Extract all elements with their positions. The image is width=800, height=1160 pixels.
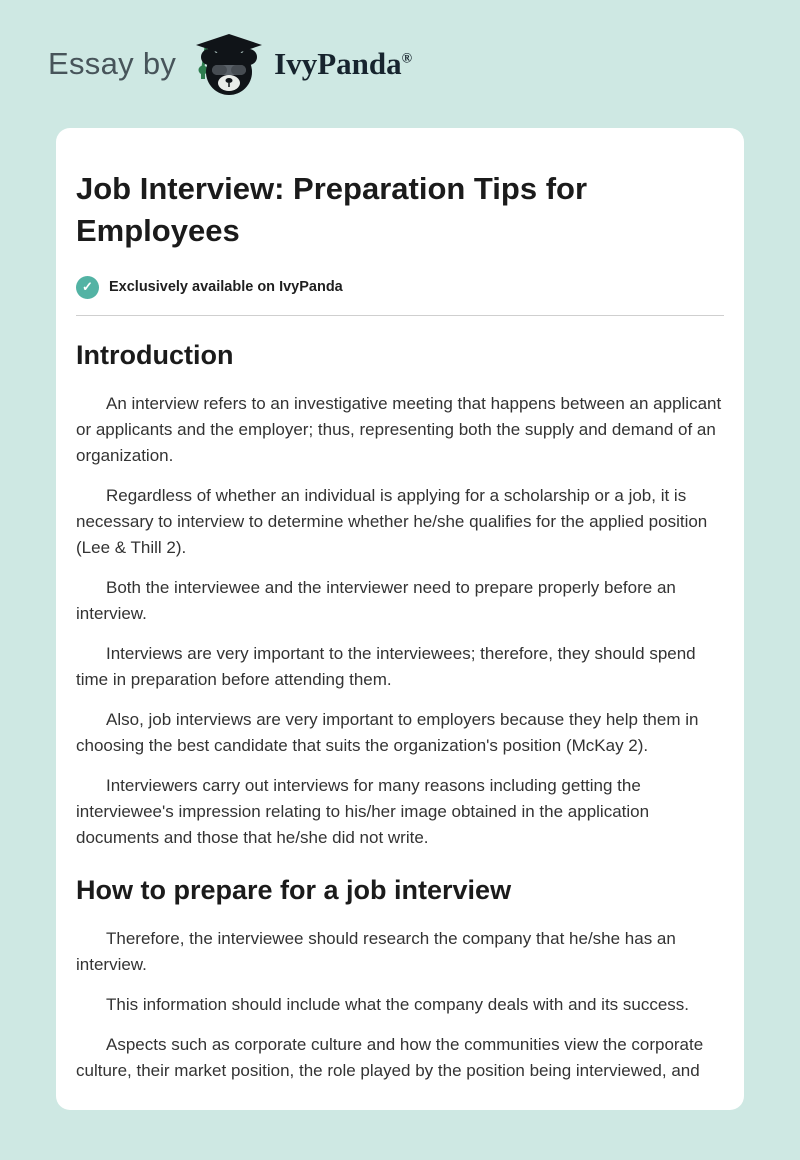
panda-logo-icon (192, 32, 264, 96)
paragraph: Regardless of whether an individual is applying for a scholarship or a job, it is necessary to interview to determine whether he/she qualifies for the applied position (Lee & Thill 2). (76, 485, 708, 557)
how-to-prepare-heading: How to prepare for a job interview (76, 874, 512, 905)
essay-by-label: Essay by (48, 46, 177, 81)
paragraph: Interviews are very important to the interviewees; therefore, they should spend time in preparation before attending them. (76, 643, 696, 689)
availability-row (76, 276, 724, 299)
registered-mark: ® (401, 51, 413, 67)
paragraph: Aspects such as corporate culture and how the communities view the corporate culture, their market position, the role played by the position being interviewed, and (76, 1034, 704, 1080)
paragraph: Interviewers carry out interviews for many reasons including getting the interviewee's impression relating to his/her image obtained in the application documents and those that he/she did not write. (76, 775, 650, 847)
paragraph: This information should include what the company deals with and its success. (106, 994, 690, 1014)
check-icon: ✓ (76, 276, 99, 299)
section-how-to-prepare (76, 875, 724, 1084)
brand-logo[interactable] (192, 32, 412, 96)
paragraph: An interview refers to an investigative meeting that happens between an applicant or applicants and the employer; thus, representing both the supply and demand of an organization. (76, 393, 722, 465)
essay-title: Job Interview: Preparation Tips for Employees (76, 171, 588, 248)
paragraph: Therefore, the interviewee should research the company that he/she has an interview. (76, 928, 676, 974)
header (0, 0, 800, 128)
paragraph: Also, job interviews are very important to employers because they help them in choosing the best candidate that suits the organization's position (McKay 2). (76, 709, 699, 755)
brand-name: IvyPanda® (274, 46, 413, 81)
availability-label: Exclusively available on IvyPanda (109, 279, 343, 296)
divider (76, 315, 724, 316)
introduction-heading: Introduction (76, 339, 234, 370)
section-introduction (76, 340, 724, 851)
essay-card (56, 128, 744, 1110)
paragraph: Both the interviewee and the interviewer need to prepare properly before an interview. (76, 577, 676, 623)
